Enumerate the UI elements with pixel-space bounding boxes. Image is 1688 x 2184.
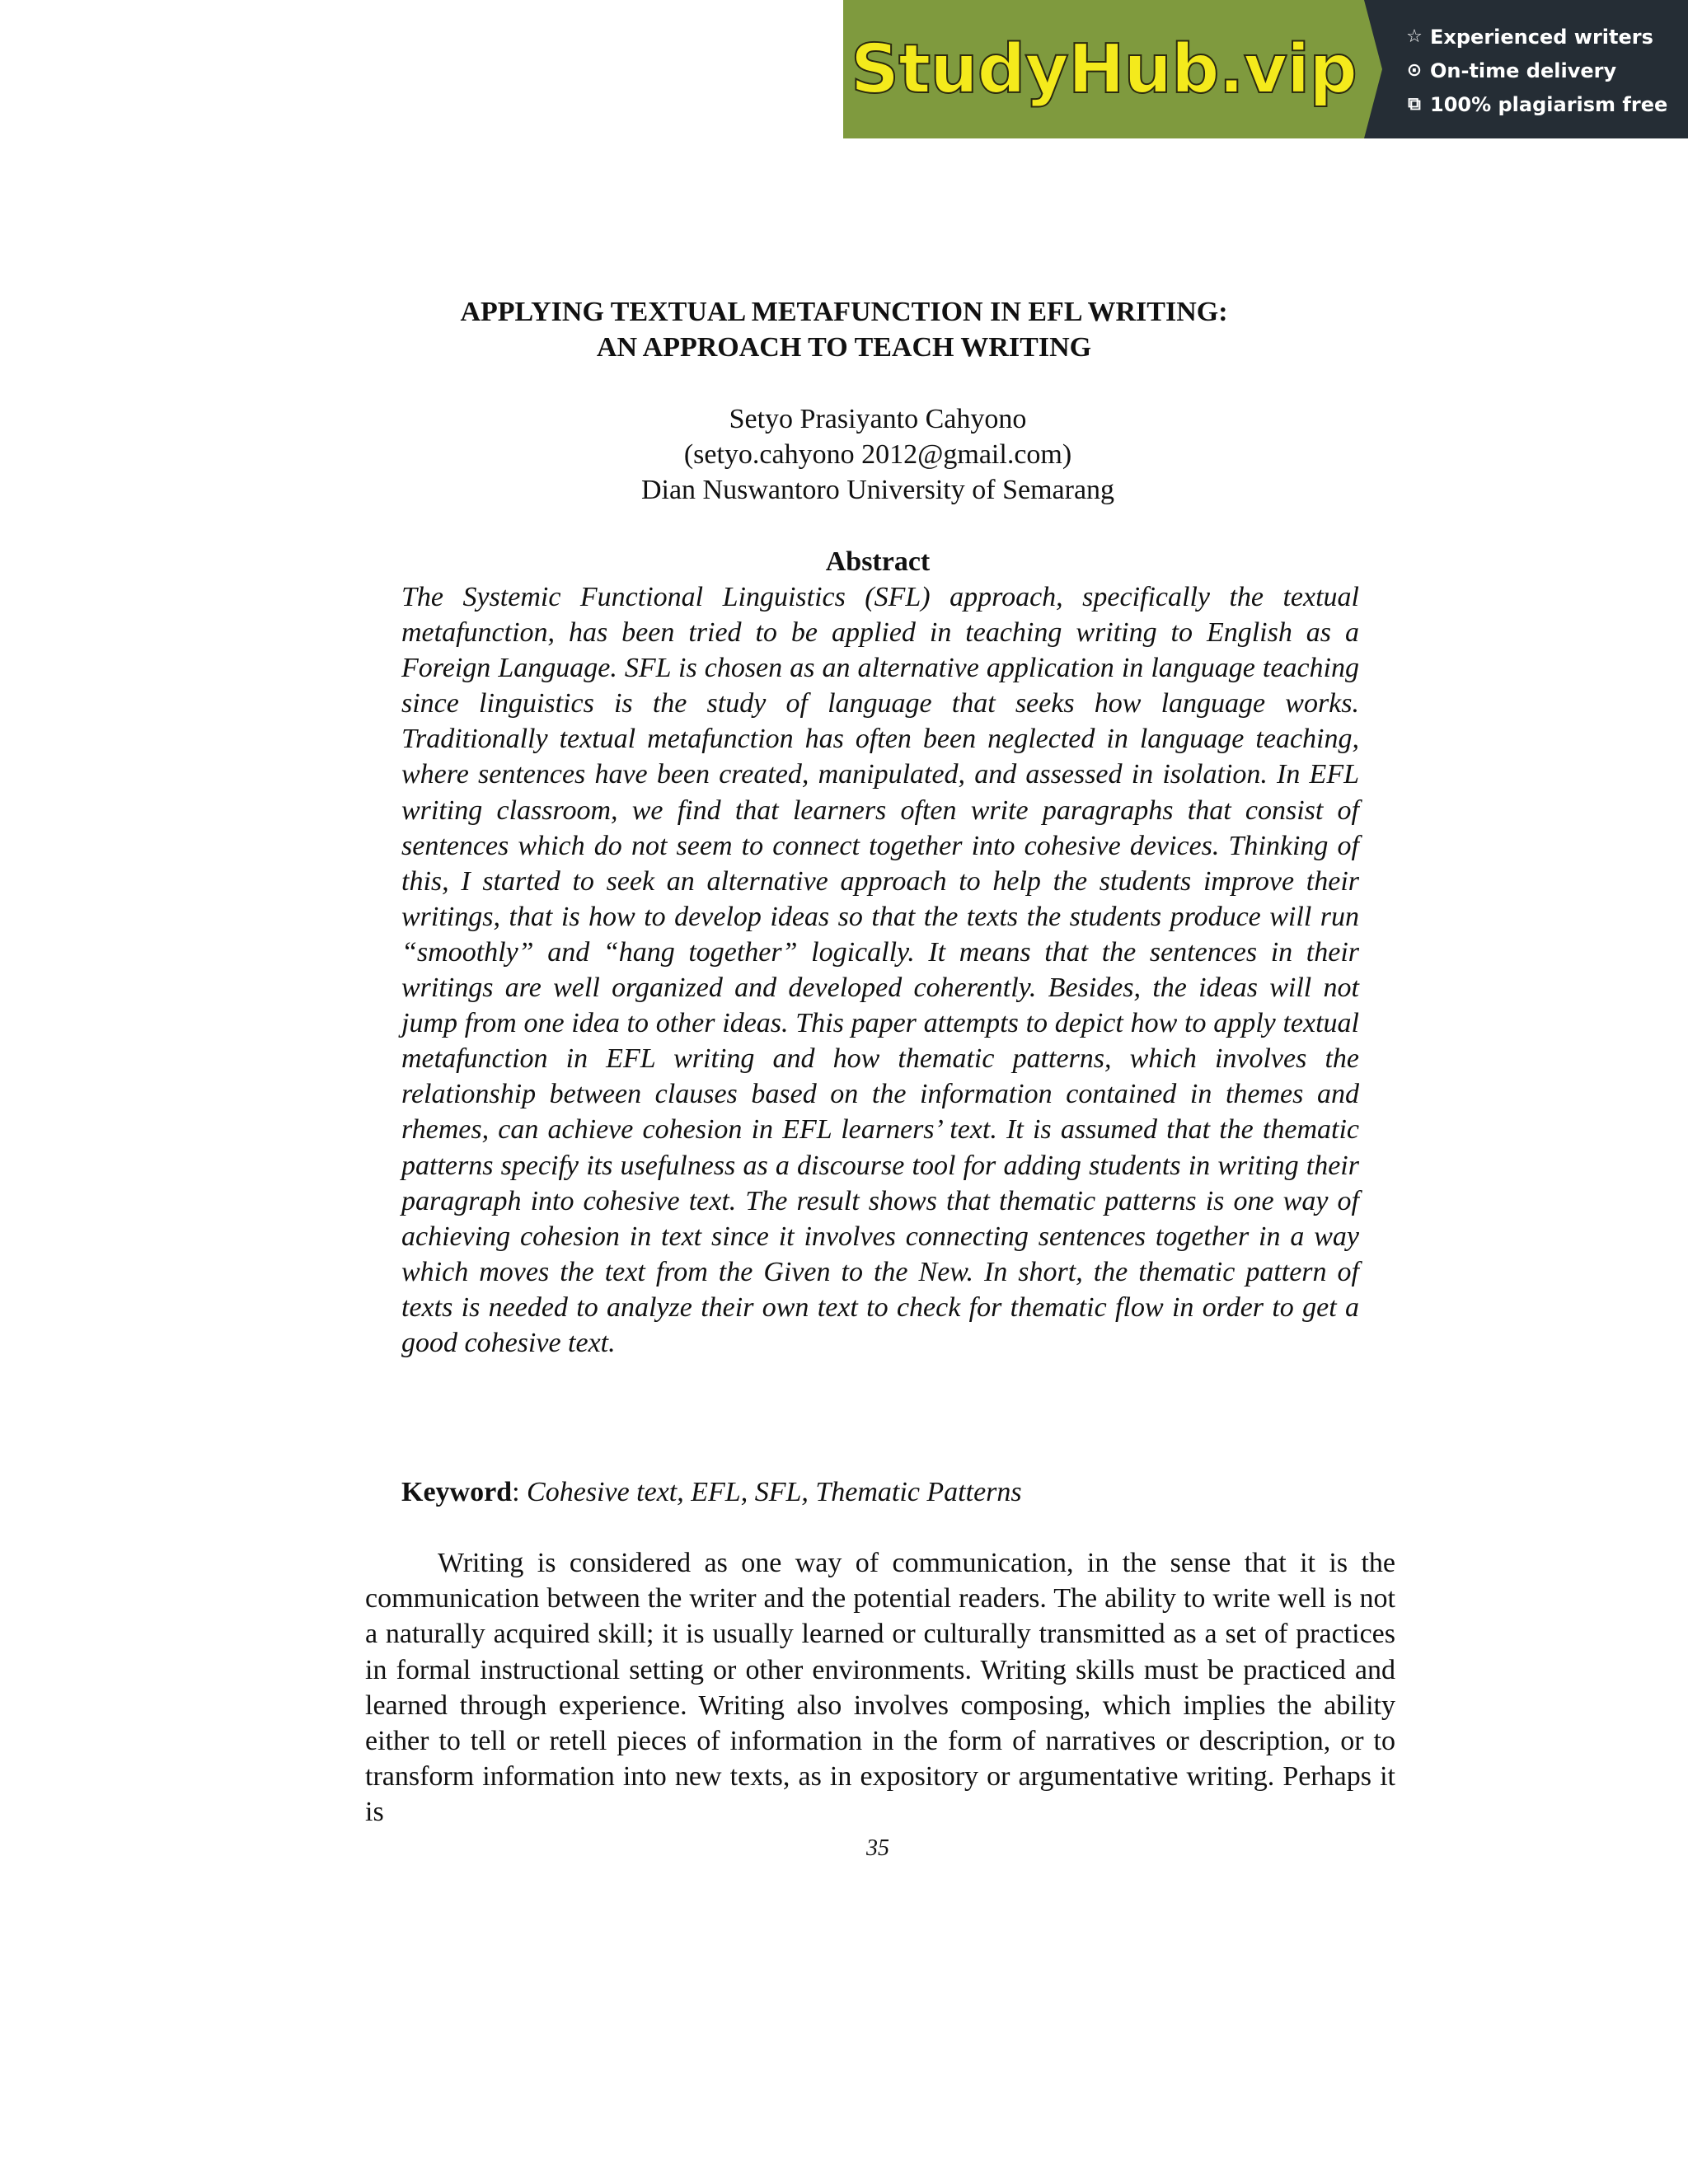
clock-icon: ⊙ [1406,60,1423,81]
page-number: 35 [866,1835,889,1861]
body-paragraph: Writing is considered as one way of communication, in the sense that it is the communication between the writer and the potential readers. The ability to write well is not a naturally acquired skill; it is usually learned or culturally transmitted as a set of practices in formal instructional setting or other environments. Writing skills must be practiced and learned through experience. Writing also involves composing, which implies the ability either to tell or retell pieces of information in the form of narratives or description, or to transform information into new texts, as in expository or argumentative writing. Perhaps it is [365,1548,1395,1828]
author-name: Setyo Prasiyanto Cahyono [729,404,1027,434]
author-affiliation: Dian Nuswantoro University of Semarang [640,475,1115,505]
feature-on-time-delivery [1404,54,1688,87]
feature-experienced-writers [1404,20,1688,54]
keywords: Keyword: Cohesive text, EFL, SFL, Thematic Patterns [401,1477,1022,1507]
star-icon: ☆ [1406,26,1423,47]
copy-icon: ⧉ [1408,94,1421,115]
abstract-text: The Systemic Functional Linguistics (SFL) approach, specifically the textual metafunction, has been tried to be applied in teaching writing to English as a Foreign Language. SFL is chosen as an alternative application in language teaching since linguistics is the study of language that seeks how language works. Traditionally textual metafunction has often been neglected in language teaching, where sentences have been created, manipulated, and assessed in isolation. In EFL writing classroom, we find that learners often write paragraphs that consist of sentences which do not seem to connect together into cohesive devices. Thinking of this, I started to seek an alternative approach to help the students improve their writings, that is how to develop ideas so that the texts the students produce will run “smoothly” and “hang together” logically. It means that the sentences in their writings are well organized and developed coherently. Besides, the ideas will not jump from one idea to other ideas. This paper attempts to depict how to apply textual metafunction in EFL writing and how thematic patterns, which involves the relationship between clauses based on the information contained in themes and rhemes, can achieve cohesion in EFL learners’ text. It is assumed that the thematic patterns specify its usefulness as a discourse tool for adding students in writing their paragraph into cohesive text. The result shows that thematic patterns is one way of achieving cohesion in text since it involves connecting sentences together in a way which moves the text from the Given to the New. In short, the thematic pattern of texts is needed to analyze their own text to check for thematic flow in order to get a good cohesive text. [401,582,1359,1358]
feature-plagiarism-free [1404,87,1688,121]
keyword-values: Cohesive text, EFL, SFL, Thematic Patterns [527,1477,1022,1507]
feature-label: Experienced writers [1430,25,1653,49]
studyhub-banner[interactable] [843,0,1688,138]
paper-title-line-2: AN APPROACH TO TEACH WRITING [596,332,1092,363]
feature-label: On-time delivery [1430,59,1617,82]
studyhub-logo-text: StudyHub.vip [851,30,1357,109]
paper-title-line-1: APPLYING TEXTUAL METAFUNCTION IN EFL WRITING: [460,297,1228,327]
keyword-label: Keyword [401,1477,513,1507]
author-email: (setyo.cahyono 2012@gmail.com) [683,439,1072,470]
abstract-heading: Abstract [825,546,931,577]
studyhub-logo[interactable] [843,0,1364,138]
banner-features [1364,0,1688,138]
feature-label: 100% plagiarism free [1430,92,1668,116]
